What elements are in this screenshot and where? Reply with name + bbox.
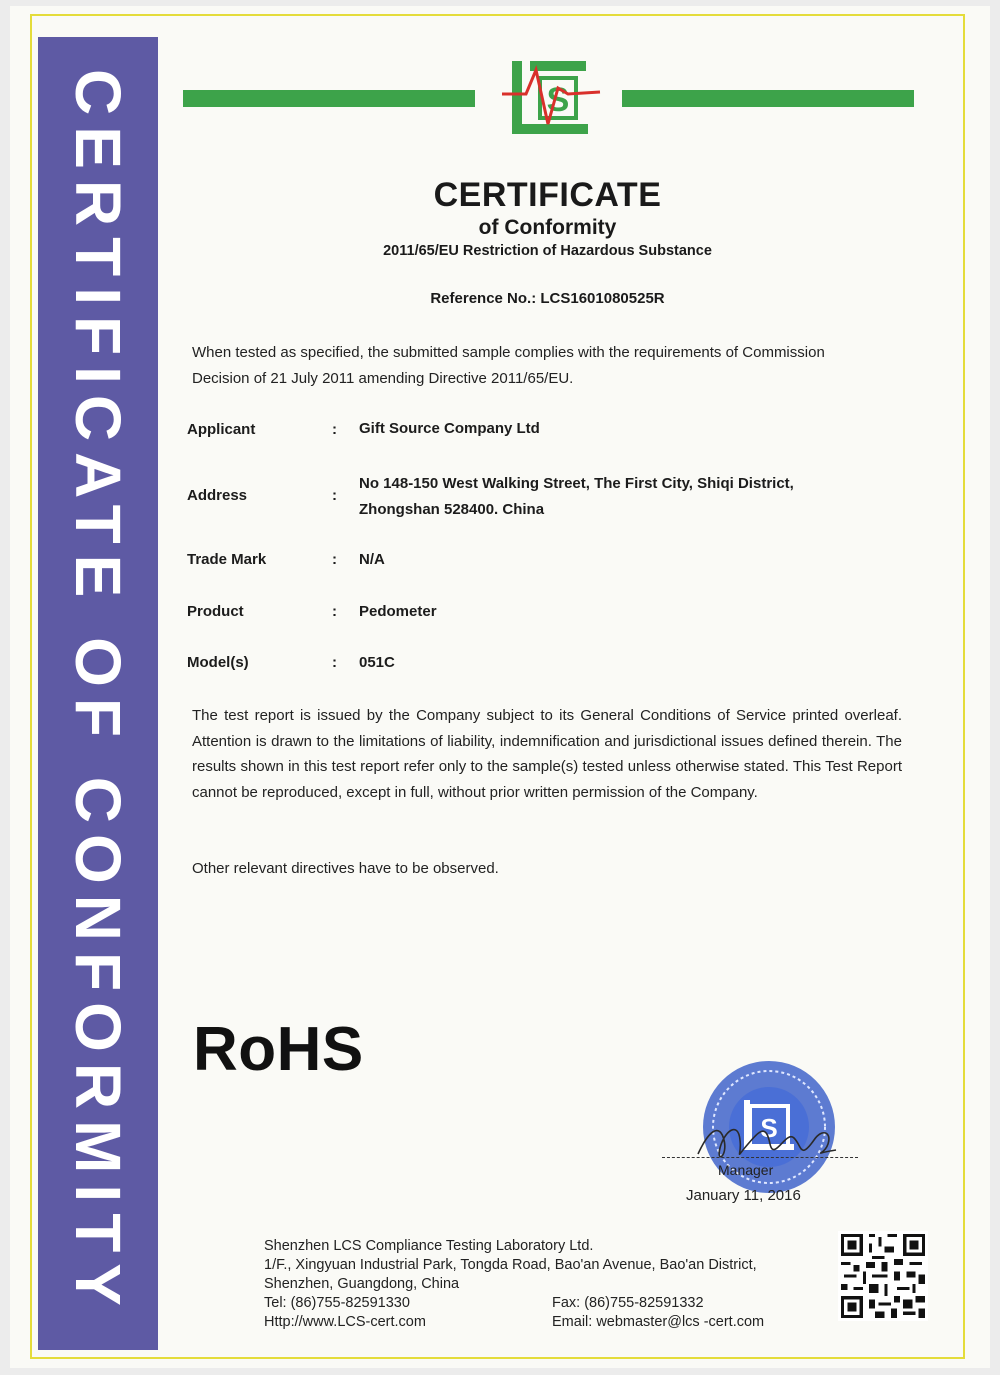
models-label: Model(s) [187,654,249,671]
qr-code-icon [838,1230,928,1322]
footer-fax: Fax: (86)755-82591332 [552,1295,704,1311]
sidebar-text: CERTIFICATE OF CONFORMITY [62,69,134,1317]
header-bar-right [622,90,914,107]
applicant-label: Applicant [187,421,256,438]
trademark-label: Trade Mark [187,551,267,568]
rohs-mark: RoHS [193,1015,364,1084]
intro-line-1: When tested as specified, the submitted sample complies with the requirements of Commission [192,344,825,361]
product-value: Pedometer [359,603,437,620]
models-colon: : [332,654,337,671]
product-label: Product [187,603,244,620]
footer-address-2: Shenzhen, Guangdong, China [264,1276,460,1292]
issue-date: January 11, 2016 [686,1187,801,1204]
svg-text:S: S [760,1113,778,1143]
product-colon: : [332,603,337,620]
address-colon: : [332,487,337,504]
address-line-2: Zhongshan 528400. China [359,500,545,518]
footer-tel: Tel: (86)755-82591330 [264,1295,410,1311]
logo-letter: S [546,81,570,119]
footer-address-1: 1/F., Xingyuan Industrial Park, Tongda Road, Bao'an Avenue, Bao'an District, [264,1257,757,1273]
trademark-value: N/A [359,551,385,568]
address-label: Address [187,487,248,504]
address-line-1: No 148-150 West Walking Street, The First City, Shiqi District, [359,475,794,492]
header-bar-left [183,90,475,107]
footer-web: Http://www.LCS-cert.com [264,1314,426,1330]
intro-line-2: Decision of 21 July 2011 amending Directive 2011/65/EU. [192,369,574,387]
certificate-title: CERTIFICATE [433,176,662,214]
intro-paragraph [192,340,902,391]
lcs-logo-icon [500,58,604,140]
models-value: 051C [359,654,395,671]
applicant-value: Gift Source Company Ltd [359,420,540,437]
trademark-colon: : [332,551,337,568]
sidebar-banner [38,37,158,1350]
footer-company: Shenzhen LCS Compliance Testing Laboratory Ltd. [264,1238,594,1254]
signature-line [662,1157,858,1158]
other-directives: Other relevant directives have to be observed. [192,860,499,877]
directive-title: 2011/65/EU Restriction of Hazardous Substance [383,243,712,259]
applicant-colon: : [332,421,337,438]
footer-email: Email: webmaster@lcs -cert.com [552,1314,765,1330]
signatory-role: Manager [718,1162,774,1178]
signature-icon [690,1110,840,1170]
certificate-subtitle: of Conformity [478,216,617,239]
reference-number: Reference No.: LCS1601080525R [430,290,665,307]
address-value [359,471,794,522]
conditions-paragraph: The test report is issued by the Company subject to its General Conditions of Service printed overleaf. Attention is drawn to the limitations of liability, indemnification and jurisdictional issues defined therein. The results shown in this test report refer only to the sample(s) tested unless otherwise stated. This Test Report cannot be reproduced, except in full, without prior written permission of the Company. [192,707,902,801]
